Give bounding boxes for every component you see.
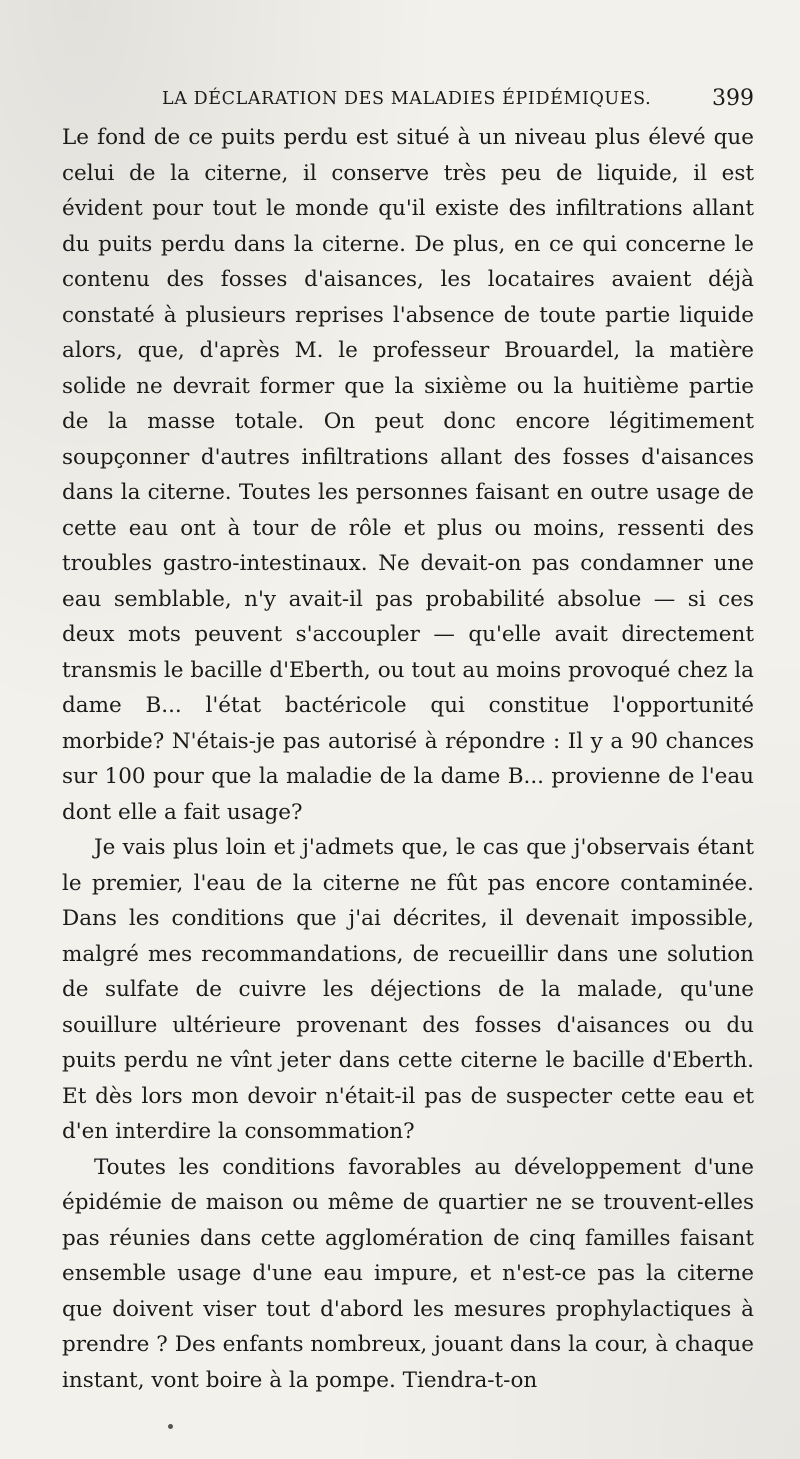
running-head-title: LA DÉCLARATION DES MALADIES ÉPIDÉMIQUES. (162, 89, 652, 109)
paragraph: Le fond de ce puits perdu est situé à un niveau plus élevé que celui de la citerne, il conserve très peu de liquide, il est évident pour tout le monde qu'il existe des infiltrations allant du puits perdu dans la citerne. De plus, en ce qui concerne le contenu des fosses d'aisances, les locataires avaient déjà constaté à plusieurs reprises l'absence de toute partie liquide alors, que, d'après M. le professeur Brouardel, la matière solide ne devrait former que la sixième ou la huitième partie de la masse totale. On peut donc encore légitimement soupçonner d'autres infiltrations allant des fosses d'aisances dans la citerne. Toutes les personnes faisant en outre usage de cette eau ont à tour de rôle et plus ou moins, ressenti des troubles gastro-intestinaux. Ne devait-on pas condamner une eau semblable, n'y avait-il pas probabilité absolue — si ces deux mots peuvent s'accoupler — qu'elle avait directement transmis le bacille d'Eberth, ou tout au moins provoqué chez la dame B... l'état bactéricole qui constitue l'opportunité morbide? N'étais-je pas autorisé à répondre : Il y a 90 chances sur 100 pour que la maladie de la dame B... provienne de l'eau dont elle a fait usage? (62, 125, 754, 825)
paragraph: Je vais plus loin et j'admets que, le cas que j'observais étant le premier, l'eau de la citerne ne fût pas encore contaminée. Dans les conditions que j'ai décrites, il devenait impossible, malgré mes recommandations, de recueillir dans une solution de sulfate de cuivre les déjections de la malade, qu'une souillure ultérieure provenant des fosses d'aisances ou du puits perdu ne vînt jeter dans cette citerne le bacille d'Eberth. Et dès lors mon devoir n'était-il pas de suspecter cette eau et d'en interdire la consommation? (62, 835, 754, 1144)
page-number: 399 (712, 86, 754, 111)
paragraph: Toutes les conditions favorables au développement d'une épidémie de maison ou même de quartier ne se trouvent-elles pas réunies dans cette agglomération de cinq familles faisant ensemble usage d'une eau impure, et n'est-ce pas la citerne que doivent viser tout d'abord les mesures prophylactiques à prendre ? Des enfants nombreux, jouant dans la cour, à chaque instant, vont boire à la pompe. Tiendra-t-on (62, 1154, 754, 1393)
ink-speck (168, 1424, 173, 1429)
running-head (62, 84, 754, 114)
body-text (62, 120, 754, 1398)
